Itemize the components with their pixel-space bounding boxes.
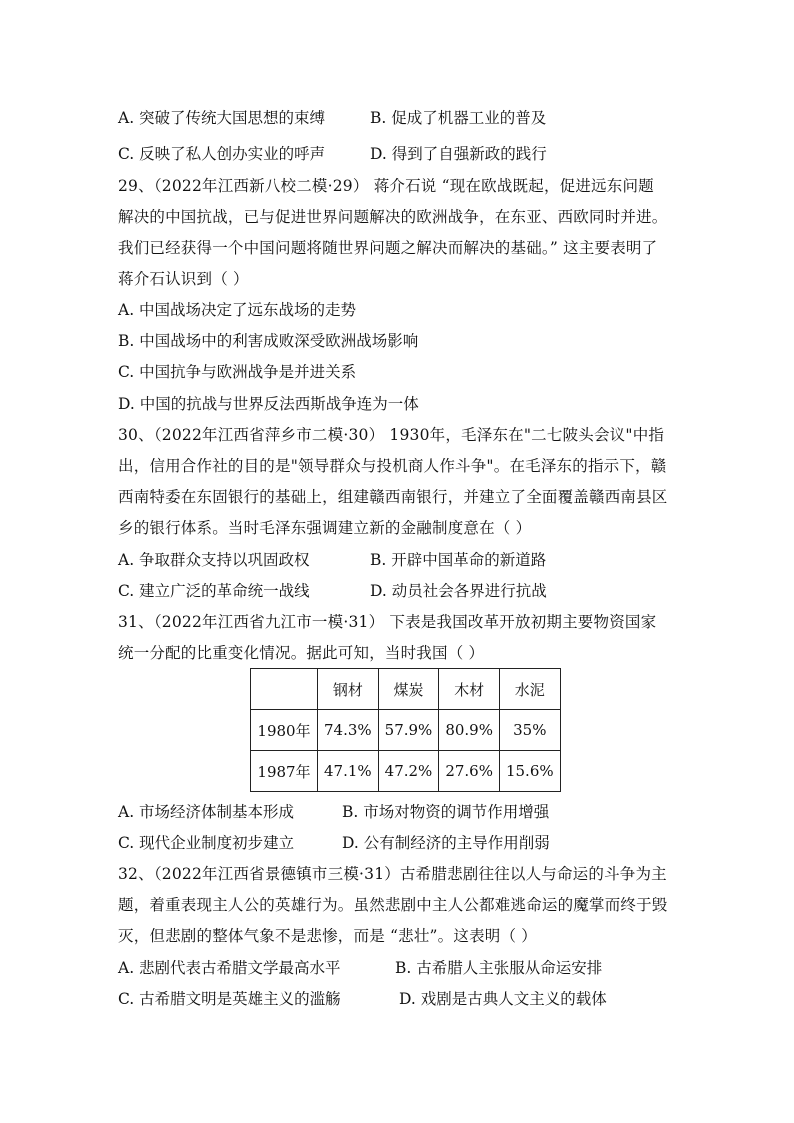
q31-stem-line-1: 31、（2022年江西省九江市一模·31） 下表是我国改革开放初期主要物资国家 <box>118 613 657 631</box>
q28-option-b: B. 促成了机器工业的普及 <box>370 109 547 127</box>
q30-option-a: A. 争取群众支持以巩固政权 <box>118 551 310 569</box>
q28-option-d: D. 得到了自强新政的践行 <box>370 145 547 163</box>
table-header-cell: 钢材 <box>318 669 379 710</box>
q31-option-c: C. 现代企业制度初步建立 <box>118 834 295 852</box>
table-cell: 57.9% <box>378 710 439 751</box>
q30-stem-line-4: 乡的银行体系。当时毛泽东强调建立新的金融制度意在（ ） <box>118 519 532 537</box>
q30-stem-line-3: 西南特委在东固银行的基础上，组建赣西南银行，并建立了全面覆盖赣西南县区 <box>118 488 668 506</box>
q28-option-a: A. 突破了传统大国思想的束缚 <box>118 109 326 127</box>
q29-option-b: B. 中国战场中的利害成败深受欧洲战场影响 <box>118 332 419 350</box>
q31-option-d: D. 公有制经济的主导作用削弱 <box>342 834 550 852</box>
table-row <box>251 710 561 751</box>
table-header-cell: 煤炭 <box>378 669 439 710</box>
q29-option-d: D. 中国的抗战与世界反法西斯战争连为一体 <box>118 395 419 413</box>
table-row <box>251 751 561 792</box>
q31-option-b: B. 市场对物资的调节作用增强 <box>342 803 550 821</box>
table-cell: 80.9% <box>439 710 500 751</box>
table-cell: 47.2% <box>378 751 439 792</box>
table-cell: 47.1% <box>318 751 379 792</box>
q29-stem-line-4: 蒋介石认识到（ ） <box>118 270 249 288</box>
q32-option-a: A. 悲剧代表古希腊文学最高水平 <box>118 959 341 977</box>
q30-stem-line-1: 30、（2022年江西省萍乡市二模·30） 1930年，毛泽东在"二七陂头会议"中指 <box>118 426 665 444</box>
q29-option-a: A. 中国战场决定了远东战场的走势 <box>118 301 357 319</box>
q32-stem-line-2: 题，着重表现主人公的英雄行为。虽然悲剧中主人公都难逃命运的魔掌而终于毁 <box>118 896 668 914</box>
q32-stem-line-3: 灭，但悲剧的整体气象不是悲惨，而是 “悲壮”。这表明（ ） <box>118 927 538 945</box>
table-cell: 15.6% <box>499 751 560 792</box>
q31-distribution-table <box>250 668 561 792</box>
q29-stem-line-1: 29、（2022年江西新八校二模·29） 蒋介石说 “现在欧战既起，促进远东问题 <box>118 177 654 195</box>
q29-stem-line-2: 解决的中国抗战，已与促进世界问题解决的欧洲战争，在东亚、西欧同时并进。 <box>118 208 668 226</box>
q30-stem-line-2: 出，信用合作社的目的是"领导群众与投机商人作斗争"。在毛泽东的指示下，赣 <box>118 457 667 475</box>
table-header-cell: 木材 <box>439 669 500 710</box>
table-cell: 35% <box>499 710 560 751</box>
q32-stem-line-1: 32、（2022年江西省景德镇市三模·31）古希腊悲剧往往以人与命运的斗争为主 <box>118 865 667 883</box>
table-header-cell: 水泥 <box>499 669 560 710</box>
q30-option-d: D. 动员社会各界进行抗战 <box>370 582 547 600</box>
q32-option-c: C. 古希腊文明是英雄主义的滥觞 <box>118 990 341 1008</box>
table-cell: 27.6% <box>439 751 500 792</box>
q29-stem-line-3: 我们已经获得一个中国问题将随世界问题之解决而解决的基础。” 这主要表明了 <box>118 239 658 257</box>
q28-option-c: C. 反映了私人创办实业的呼声 <box>118 145 326 163</box>
q29-option-c: C. 中国抗争与欧洲战争是并进关系 <box>118 363 357 381</box>
q31-stem-line-2: 统一分配的比重变化情况。据此可知，当时我国（ ） <box>118 644 485 662</box>
table-cell: 74.3% <box>318 710 379 751</box>
table-header-row <box>251 669 561 710</box>
q30-option-b: B. 开辟中国革命的新道路 <box>370 551 547 569</box>
table-cell: 1980年 <box>251 710 318 751</box>
q31-option-a: A. 市场经济体制基本形成 <box>118 803 295 821</box>
q32-option-d: D. 戏剧是古典人文主义的载体 <box>399 990 607 1008</box>
q30-option-c: C. 建立广泛的革命统一战线 <box>118 582 310 600</box>
table-header-cell <box>251 669 318 710</box>
q32-option-b: B. 古希腊人主张服从命运安排 <box>395 959 603 977</box>
table-cell: 1987年 <box>251 751 318 792</box>
